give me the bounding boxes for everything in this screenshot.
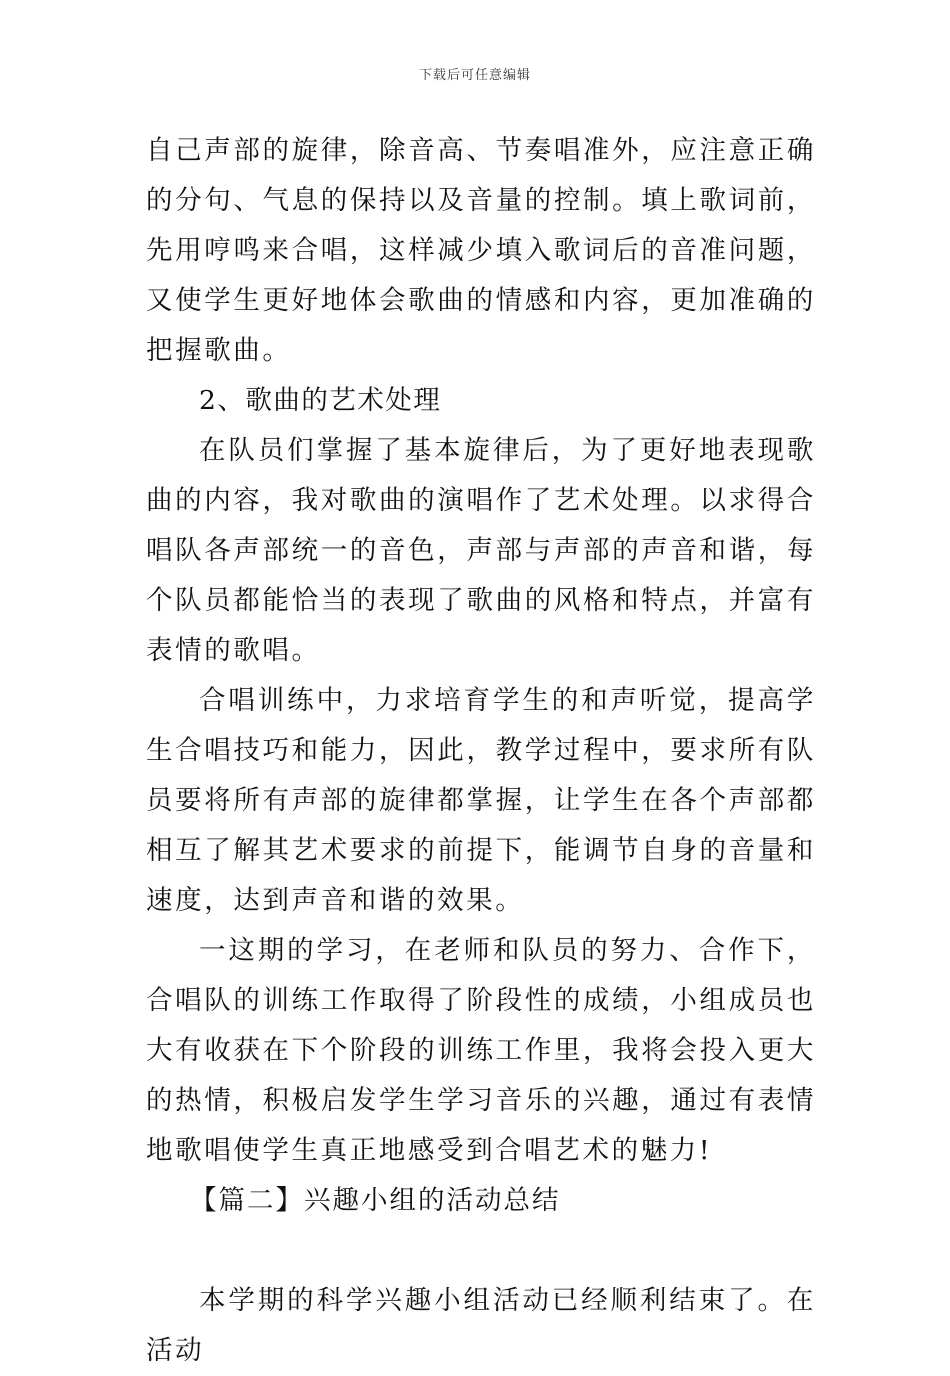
heading-part-2: 【篇二】兴趣小组的活动总结: [190, 1185, 561, 1216]
paragraph-3: 合唱训练中，力求培育学生的和声听觉，提高学生合唱技巧和能力，因此，教学过程中，要求所有队员要将所有声部的旋律都掌握，让学生在各个声部都相互了解其艺术要求的前提下，能调节自身的音量和速度，达到声音和谐的效果。: [146, 685, 816, 916]
paragraph-2: 在队员们掌握了基本旋律后，为了更好地表现歌曲的内容，我对歌曲的演唱作了艺术处理。以求得合唱队各声部统一的音色，声部与声部的声音和谐，每个队员都能恰当的表现了歌曲的风格和特点，并富有表情的歌唱。: [146, 435, 816, 666]
paragraph-4: 一这期的学习，在老师和队员的努力、合作下，合唱队的训练工作取得了阶段性的成绩，小组成员也大有收获在下个阶段的训练工作里，我将会投入更大的热情，积极启发学生学习音乐的兴趣，通过有表情地歌唱使学生真正地感受到合唱艺术的魅力!: [146, 935, 816, 1166]
blank-line: [146, 1226, 816, 1276]
header-note: 下载后可任意编辑: [418, 68, 531, 83]
document-body: [146, 126, 816, 1376]
paragraph-1: 自己声部的旋律，除音高、节奏唱准外，应注意正确的分句、气息的保持以及音量的控制。填上歌词前，先用哼鸣来合唱，这样减少填入歌词后的音准问题，又使学生更好地体会歌曲的情感和内容，更加准确的把握歌曲。: [146, 135, 816, 366]
section-title-2: 2、歌曲的艺术处理: [199, 385, 442, 416]
paragraph-5: 本学期的科学兴趣小组活动已经顺利结束了。在活动: [146, 1285, 816, 1366]
